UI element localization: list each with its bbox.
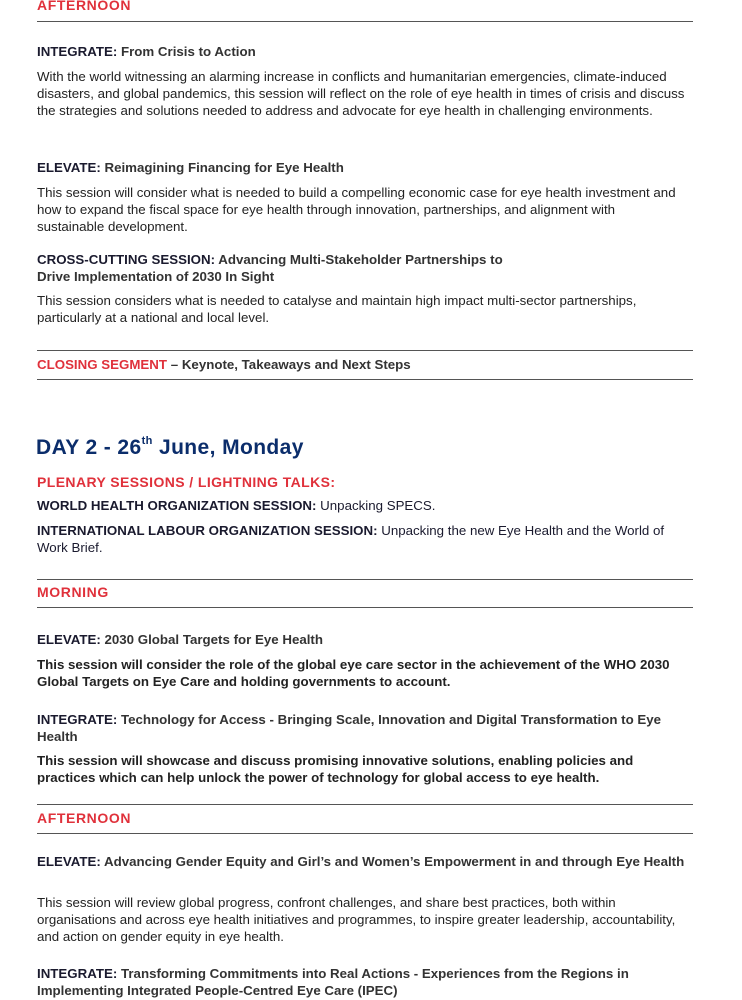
session-title [37, 711, 693, 745]
plenary-text: Unpacking the new Eye Health and the World of Work Brief. [37, 523, 665, 555]
closing-label: CLOSING SEGMENT [37, 357, 168, 372]
plenary-heading: PLENARY SESSIONS / LIGHTNING TALKS: [37, 474, 336, 490]
session-name: 2030 Global Targets for Eye Health [104, 632, 323, 647]
divider [37, 804, 693, 805]
afternoon-heading: AFTERNOON [37, 0, 132, 13]
day-heading-suffix: June, Monday [152, 436, 304, 459]
session-label: ELEVATE: [37, 160, 101, 175]
session-title [37, 251, 537, 285]
session-title [37, 631, 693, 648]
plenary-label: WORLD HEALTH ORGANIZATION SESSION: [37, 498, 317, 513]
session-name: Transforming Commitments into Real Actions - Experiences from the Regions in Implementing Integrated People-Centred Eye Care (IPEC) [37, 966, 629, 998]
session-description: This session will showcase and discuss promising innovative solutions, enabling policies and practices which can help unlock the power of technology for global access to eye health. [37, 753, 634, 785]
session-title [37, 43, 693, 60]
divider [37, 607, 693, 608]
closing-segment [37, 356, 693, 373]
afternoon-heading: AFTERNOON [37, 810, 132, 826]
divider [37, 579, 693, 580]
session-description: This session will consider the role of the global eye care sector in the achievement of the WHO 2030 Global Targets on Eye Care and holding governments to account. [37, 657, 670, 689]
divider [37, 350, 693, 351]
session-name: From Crisis to Action [120, 44, 256, 59]
day-heading-sup: th [141, 435, 153, 447]
plenary-item [37, 497, 693, 514]
session-name: Reimagining Financing for Eye Health [104, 160, 344, 175]
day-heading [36, 436, 304, 460]
day-heading-prefix: DAY 2 - 26 [36, 436, 142, 459]
session-label: ELEVATE: [37, 632, 101, 647]
session-label: INTEGRATE: [37, 44, 118, 59]
session-title [37, 853, 693, 870]
session-description: This session considers what is needed to catalyse and maintain high impact multi-sector partnerships, particularly at a national and local level. [37, 293, 637, 325]
session-name: Advancing Multi-Stakeholder Partnerships to Drive Implementation of 2030 In Sight [37, 252, 503, 284]
session-title [37, 965, 693, 999]
divider [37, 379, 693, 380]
session-name: Technology for Access - Bringing Scale, Innovation and Digital Transformation to Eye Health [37, 712, 662, 744]
divider [37, 833, 693, 834]
session-label: INTEGRATE: [37, 966, 118, 981]
session-description: This session will review global progress, confront challenges, and share best practices, both within organisations and across eye health initiatives and programmes, to inspire greater leadership, accountability, and action on gender equity in eye health. [37, 895, 676, 944]
session-name: Advancing Gender Equity and Girl’s and Women’s Empowerment in and through Eye Health [103, 854, 685, 869]
session-description: This session will consider what is needed to build a compelling economic case for eye health investment and how to expand the fiscal space for eye health through innovation, partnerships, and alignment with sustainable development. [37, 185, 676, 234]
divider [37, 21, 693, 22]
plenary-label: INTERNATIONAL LABOUR ORGANIZATION SESSION: [37, 523, 378, 538]
session-title [37, 159, 693, 176]
session-description: With the world witnessing an alarming increase in conflicts and humanitarian emergencies, climate-induced disasters, and global pandemics, this session will reflect on the role of eye health in times of crisis and discuss the strategies and solutions needed to address and advocate for eye health in challenging environments. [37, 69, 685, 118]
plenary-item [37, 522, 667, 556]
session-label: ELEVATE: [37, 854, 101, 869]
session-label: CROSS-CUTTING SESSION: [37, 252, 216, 267]
session-label: INTEGRATE: [37, 712, 118, 727]
morning-heading: MORNING [37, 584, 109, 600]
closing-text: – Keynote, Takeaways and Next Steps [170, 357, 411, 372]
plenary-text: Unpacking SPECS. [320, 498, 436, 513]
